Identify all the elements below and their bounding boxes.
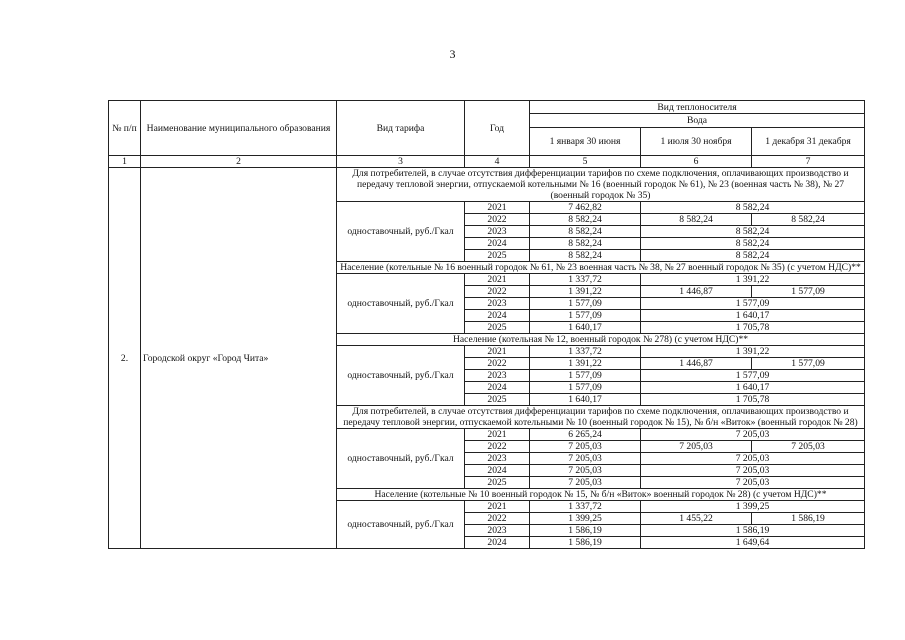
value-period-1: 1 337,72 xyxy=(530,274,641,286)
value-period-1: 8 582,24 xyxy=(530,238,641,250)
tariff-type: одноставочный, руб./Гкал xyxy=(337,274,465,334)
value-period-2: 7 205,03 xyxy=(641,441,752,453)
year-cell: 2024 xyxy=(465,238,530,250)
column-number: 7 xyxy=(752,156,865,168)
value-period-2-3: 1 640,17 xyxy=(641,310,865,322)
year-cell: 2022 xyxy=(465,441,530,453)
value-period-1: 1 586,19 xyxy=(530,525,641,537)
year-cell: 2024 xyxy=(465,310,530,322)
tariff-type: одноставочный, руб./Гкал xyxy=(337,202,465,262)
value-period-1: 7 205,03 xyxy=(530,477,641,489)
municipality-name: Городской округ «Город Чита» xyxy=(141,168,337,549)
value-period-1: 7 205,03 xyxy=(530,453,641,465)
tariff-table xyxy=(108,100,865,549)
value-period-2-3: 8 582,24 xyxy=(641,250,865,262)
value-period-2-3: 1 640,17 xyxy=(641,382,865,394)
year-cell: 2022 xyxy=(465,358,530,370)
year-cell: 2023 xyxy=(465,298,530,310)
value-period-3: 7 205,03 xyxy=(752,441,865,453)
tariff-type: одноставочный, руб./Гкал xyxy=(337,429,465,489)
section-title: Для потребителей, в случае отсутствия дифференциации тарифов по схеме подключения, оплачивающих производство и передачу тепловой энергии, отпускаемой котельными № 10 (военный городок № 15), № б/н «Виток» (военный городок № 28) xyxy=(337,406,865,429)
year-cell: 2021 xyxy=(465,429,530,441)
year-cell: 2023 xyxy=(465,226,530,238)
value-period-2-3: 7 205,03 xyxy=(641,453,865,465)
row-number: 2. xyxy=(109,168,141,549)
value-period-2-3: 1 391,22 xyxy=(641,346,865,358)
value-period-2: 8 582,24 xyxy=(641,214,752,226)
year-cell: 2024 xyxy=(465,465,530,477)
header-municipality: Наименование муниципального образования xyxy=(141,101,337,156)
value-period-1: 1 577,09 xyxy=(530,310,641,322)
year-cell: 2025 xyxy=(465,322,530,334)
value-period-2-3: 7 205,03 xyxy=(641,477,865,489)
year-cell: 2024 xyxy=(465,537,530,549)
section-title: Население (котельная № 12, военный городок № 278) (с учетом НДС)** xyxy=(337,334,865,346)
year-cell: 2025 xyxy=(465,477,530,489)
value-period-1: 1 640,17 xyxy=(530,322,641,334)
header-tariff-type: Вид тарифа xyxy=(337,101,465,156)
value-period-3: 8 582,24 xyxy=(752,214,865,226)
year-cell: 2021 xyxy=(465,274,530,286)
value-period-1: 8 582,24 xyxy=(530,214,641,226)
value-period-1: 8 582,24 xyxy=(530,226,641,238)
column-number: 5 xyxy=(530,156,641,168)
section-title: Население (котельные № 16 военный городок № 61, № 23 военная часть № 38, № 27 военный городок № 35) (с учетом НДС)** xyxy=(337,262,865,274)
year-cell: 2023 xyxy=(465,370,530,382)
header-water: Вода xyxy=(530,114,865,127)
value-period-1: 1 586,19 xyxy=(530,537,641,549)
value-period-2-3: 8 582,24 xyxy=(641,226,865,238)
value-period-2-3: 1 391,22 xyxy=(641,274,865,286)
value-period-2-3: 1 649,64 xyxy=(641,537,865,549)
header-no: № п/п xyxy=(109,101,141,156)
value-period-2-3: 8 582,24 xyxy=(641,202,865,214)
tariff-type: одноставочный, руб./Гкал xyxy=(337,501,465,549)
column-number: 3 xyxy=(337,156,465,168)
value-period-1: 1 337,72 xyxy=(530,501,641,513)
value-period-1: 1 640,17 xyxy=(530,394,641,406)
year-cell: 2025 xyxy=(465,250,530,262)
value-period-2-3: 7 205,03 xyxy=(641,465,865,477)
value-period-1: 1 577,09 xyxy=(530,298,641,310)
column-number: 2 xyxy=(141,156,337,168)
value-period-1: 8 582,24 xyxy=(530,250,641,262)
value-period-2: 1 455,22 xyxy=(641,513,752,525)
year-cell: 2022 xyxy=(465,214,530,226)
header-year: Год xyxy=(465,101,530,156)
value-period-1: 1 337,72 xyxy=(530,346,641,358)
column-number: 1 xyxy=(109,156,141,168)
value-period-1: 7 205,03 xyxy=(530,465,641,477)
value-period-1: 1 399,25 xyxy=(530,513,641,525)
value-period-1: 1 391,22 xyxy=(530,286,641,298)
value-period-1: 1 577,09 xyxy=(530,370,641,382)
section-title: Для потребителей, в случае отсутствия дифференциации тарифов по схеме подключения, оплачивающих производство и передачу тепловой энергии, отпускаемой котельными № 16 (военный городок № 61), № 23 (военная часть № 38), № 27 (военный городок № 35) xyxy=(337,168,865,202)
year-cell: 2025 xyxy=(465,394,530,406)
value-period-3: 1 586,19 xyxy=(752,513,865,525)
value-period-2-3: 1 577,09 xyxy=(641,298,865,310)
value-period-2: 1 446,87 xyxy=(641,286,752,298)
year-cell: 2022 xyxy=(465,286,530,298)
page-number: 3 xyxy=(449,47,456,61)
value-period-1: 7 462,82 xyxy=(530,202,641,214)
header-period-3: 1 декабря 31 декабря xyxy=(752,127,865,155)
year-cell: 2021 xyxy=(465,202,530,214)
value-period-2-3: 1 399,25 xyxy=(641,501,865,513)
value-period-2-3: 7 205,03 xyxy=(641,429,865,441)
header-carrier: Вид теплоносителя xyxy=(530,101,865,114)
value-period-1: 6 265,24 xyxy=(530,429,641,441)
value-period-2-3: 1 586,19 xyxy=(641,525,865,537)
value-period-2-3: 1 577,09 xyxy=(641,370,865,382)
year-cell: 2024 xyxy=(465,382,530,394)
year-cell: 2023 xyxy=(465,453,530,465)
column-number: 6 xyxy=(641,156,752,168)
header-period-1: 1 января 30 июня xyxy=(530,127,641,155)
value-period-2-3: 1 705,78 xyxy=(641,322,865,334)
value-period-3: 1 577,09 xyxy=(752,286,865,298)
value-period-1: 7 205,03 xyxy=(530,441,641,453)
header-row-1 xyxy=(109,101,865,114)
section-title: Население (котельные № 10 военный городок № 15, № б/н «Виток» военный городок № 28) (с учетом НДС)** xyxy=(337,489,865,501)
column-number: 4 xyxy=(465,156,530,168)
value-period-1: 1 577,09 xyxy=(530,382,641,394)
value-period-1: 1 391,22 xyxy=(530,358,641,370)
value-period-2: 1 446,87 xyxy=(641,358,752,370)
year-cell: 2021 xyxy=(465,346,530,358)
year-cell: 2022 xyxy=(465,513,530,525)
header-period-2: 1 июля 30 ноября xyxy=(641,127,752,155)
value-period-2-3: 8 582,24 xyxy=(641,238,865,250)
tariff-type: одноставочный, руб./Гкал xyxy=(337,346,465,406)
section-title-row xyxy=(109,168,865,202)
value-period-3: 1 577,09 xyxy=(752,358,865,370)
year-cell: 2021 xyxy=(465,501,530,513)
column-numbers-row xyxy=(109,156,865,168)
value-period-2-3: 1 705,78 xyxy=(641,394,865,406)
year-cell: 2023 xyxy=(465,525,530,537)
